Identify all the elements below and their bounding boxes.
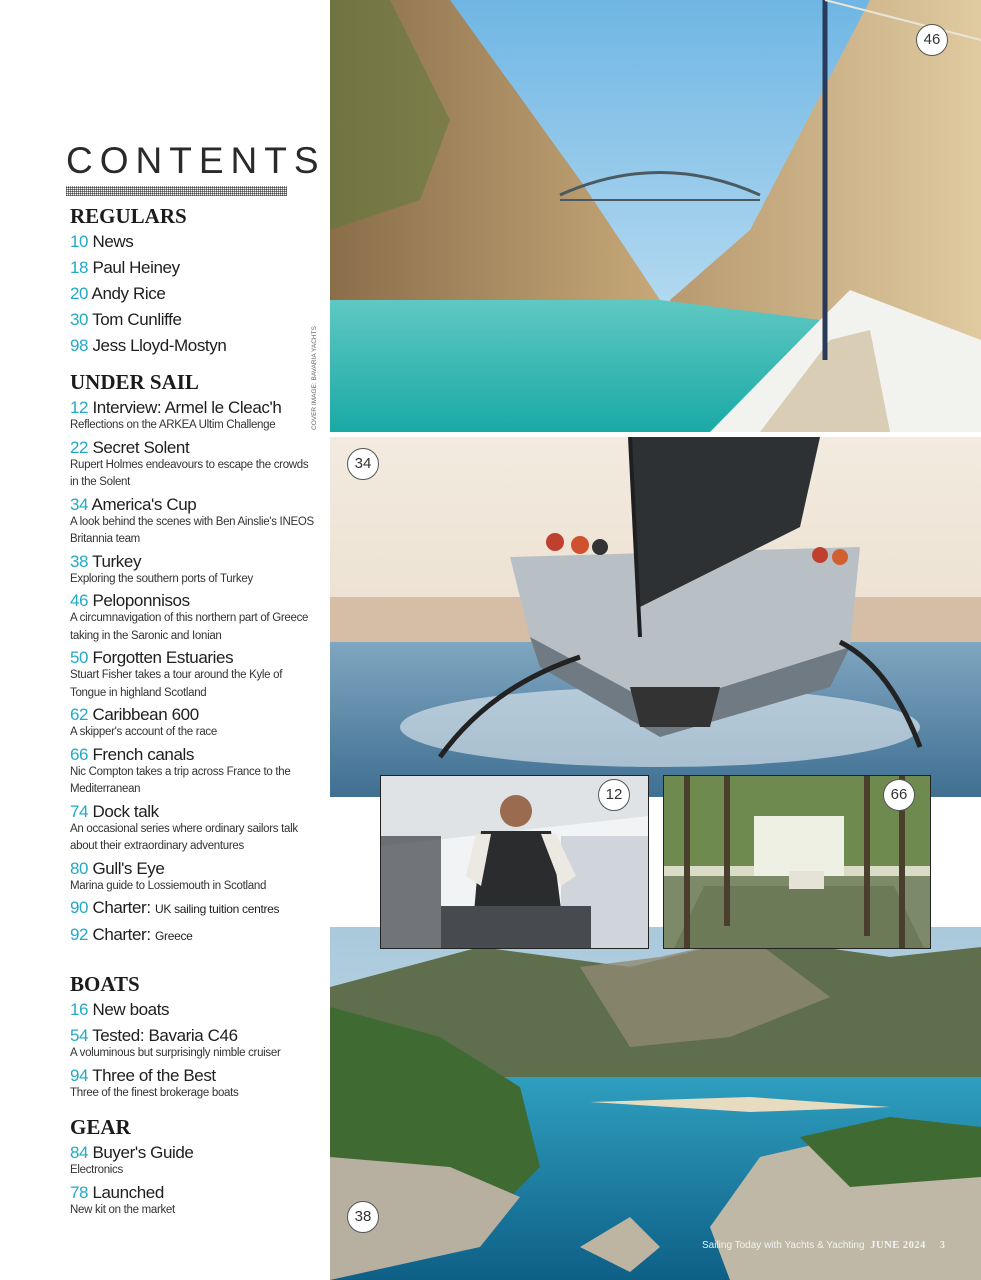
toc-entry-line <box>70 895 315 922</box>
toc-entry[interactable] <box>70 895 315 922</box>
toc-section <box>70 971 315 1102</box>
section-heading: GEAR <box>70 1115 131 1139</box>
article-title: Charter: <box>92 898 151 917</box>
toc-entry[interactable] <box>70 1140 315 1180</box>
table-of-contents <box>70 203 315 1219</box>
photo-foiling-yacht <box>330 437 981 797</box>
article-title: New boats <box>92 1000 170 1019</box>
article-description: Stuart Fisher takes a tour around the Kyle of Tongue in highland Scotland <box>70 669 283 699</box>
toc-entry[interactable] <box>70 255 315 281</box>
article-title: Forgotten Estuaries <box>92 648 234 667</box>
article-title: Dock talk <box>92 801 159 821</box>
page-badge-66: 66 <box>883 779 915 811</box>
article-description: Reflections on the ARKEA Ultim Challenge <box>70 419 276 431</box>
article-title: Paul Heiney <box>92 258 180 277</box>
toc-entry-line <box>70 922 315 949</box>
page-number-ref: 90 <box>70 898 89 917</box>
article-title: News <box>92 232 134 251</box>
toc-entry-line <box>70 255 315 281</box>
article-title: Turkey <box>92 551 142 571</box>
contents-title: CONTENTS <box>66 140 326 181</box>
article-subtitle: Greece <box>154 929 193 943</box>
toc-entry[interactable] <box>70 307 315 333</box>
toc-entry-line <box>70 281 315 307</box>
toc-entry[interactable] <box>70 333 315 359</box>
toc-entry[interactable] <box>70 281 315 307</box>
toc-entry[interactable] <box>70 1180 315 1220</box>
article-title: Tested: Bavaria C46 <box>92 1026 238 1045</box>
article-description: A circumnavigation of this northern part of Greece taking in the Saronic and Ionian <box>70 612 309 642</box>
article-title: Caribbean 600 <box>92 705 199 724</box>
article-description: Marina guide to Lossiemouth in Scotland <box>70 879 267 892</box>
toc-section <box>70 1114 315 1219</box>
toc-section <box>70 369 315 949</box>
cover-credit-text: COVER IMAGE: BAVARIA YACHTS <box>311 326 318 430</box>
page-badge-12: 12 <box>598 779 630 811</box>
page-number-ref: 22 <box>70 437 89 457</box>
page-number-ref: 54 <box>70 1026 89 1045</box>
toc-entry[interactable] <box>70 922 315 949</box>
article-subtitle: UK sailing tuition centres <box>154 902 280 916</box>
toc-entry[interactable] <box>70 1063 315 1103</box>
title-rule <box>66 186 287 196</box>
article-title: Launched <box>92 1182 164 1202</box>
page-number: 3 <box>939 1240 945 1251</box>
page-number-ref: 16 <box>70 1000 89 1019</box>
toc-entry-line <box>70 229 315 255</box>
article-title: French canals <box>92 744 195 764</box>
page-number-ref: 12 <box>70 398 89 417</box>
article-title: Three of the Best <box>92 1065 216 1085</box>
page-number-ref: 46 <box>70 591 89 610</box>
article-title: Andy Rice <box>91 284 166 303</box>
page-badge-34: 34 <box>347 448 379 480</box>
article-description: A look behind the scenes with Ben Ainslie's INEOS Britannia team <box>70 515 314 545</box>
page-number-ref: 94 <box>70 1065 89 1085</box>
page-number-ref: 34 <box>70 494 89 514</box>
article-title: Secret Solent <box>92 437 190 457</box>
toc-section <box>70 203 315 359</box>
article-title: Charter: <box>92 925 151 944</box>
photo-french-canals <box>663 775 931 949</box>
page-footer <box>702 1240 945 1251</box>
magazine-name: Sailing Today with Yachts & Yachting <box>702 1240 865 1251</box>
toc-entry[interactable] <box>70 1023 315 1063</box>
toc-entry[interactable] <box>70 229 315 255</box>
photo-interview-helm <box>380 775 649 949</box>
toc-entry[interactable] <box>70 742 315 799</box>
section-heading: UNDER SAIL <box>70 370 199 394</box>
page-number-ref: 74 <box>70 801 89 821</box>
page-number-ref: 30 <box>70 310 89 329</box>
article-title: Gull's Eye <box>92 858 165 878</box>
toc-entry[interactable] <box>70 549 315 589</box>
page-badge-38: 38 <box>347 1201 379 1233</box>
toc-entry[interactable] <box>70 997 315 1023</box>
toc-entry[interactable] <box>70 702 315 742</box>
article-description: Electronics <box>70 1164 123 1176</box>
article-description: Exploring the southern ports of Turkey <box>70 572 253 585</box>
section-heading: BOATS <box>70 972 140 996</box>
article-title: Jess Lloyd-Mostyn <box>92 336 227 355</box>
toc-entry-line <box>70 333 315 359</box>
toc-entry[interactable] <box>70 395 315 435</box>
toc-entry[interactable] <box>70 435 315 492</box>
page-number-ref: 38 <box>70 551 89 571</box>
toc-entry[interactable] <box>70 856 315 896</box>
page-number-ref: 80 <box>70 858 89 878</box>
section-heading: REGULARS <box>70 204 187 228</box>
photo-turkey-coast <box>330 927 981 1280</box>
article-title: Peloponnisos <box>92 591 190 610</box>
article-title: Interview: Armel le Cleac'h <box>92 398 282 417</box>
page-badge-46: 46 <box>916 24 948 56</box>
toc-entry[interactable] <box>70 492 315 549</box>
article-title: America's Cup <box>91 494 197 514</box>
page-number-ref: 78 <box>70 1182 89 1202</box>
page-number-ref: 18 <box>70 258 89 277</box>
article-description: A voluminous but surprisingly nimble cruiser <box>70 1047 281 1059</box>
issue-month: JUNE 2024 <box>870 1240 926 1251</box>
article-title: Tom Cunliffe <box>92 310 182 329</box>
article-description: New kit on the market <box>70 1203 175 1216</box>
cover-credit <box>311 322 325 432</box>
page-number-ref: 66 <box>70 744 89 764</box>
page-number-ref: 50 <box>70 648 89 667</box>
article-description: An occasional series where ordinary sailors talk about their extraordinary adventures <box>70 822 298 852</box>
article-description: Three of the finest brokerage boats <box>70 1086 239 1099</box>
photo-corinth-canal <box>330 0 981 432</box>
page-number-ref: 20 <box>70 284 89 303</box>
article-description: Rupert Holmes endeavours to escape the crowds in the Solent <box>70 458 309 488</box>
toc-entry-line <box>70 997 315 1023</box>
article-description: A skipper's account of the race <box>70 726 217 738</box>
article-title: Buyer's Guide <box>92 1143 194 1162</box>
article-description: Nic Compton takes a trip across France to the Mediterranean <box>70 765 291 795</box>
page-number-ref: 98 <box>70 336 89 355</box>
toc-entry[interactable] <box>70 799 315 856</box>
page-number-ref: 84 <box>70 1143 89 1162</box>
toc-entry[interactable] <box>70 645 315 702</box>
page-number-ref: 10 <box>70 232 89 251</box>
toc-entry-line <box>70 307 315 333</box>
toc-entry[interactable] <box>70 588 315 645</box>
page-number-ref: 92 <box>70 925 89 944</box>
page-number-ref: 62 <box>70 705 89 724</box>
